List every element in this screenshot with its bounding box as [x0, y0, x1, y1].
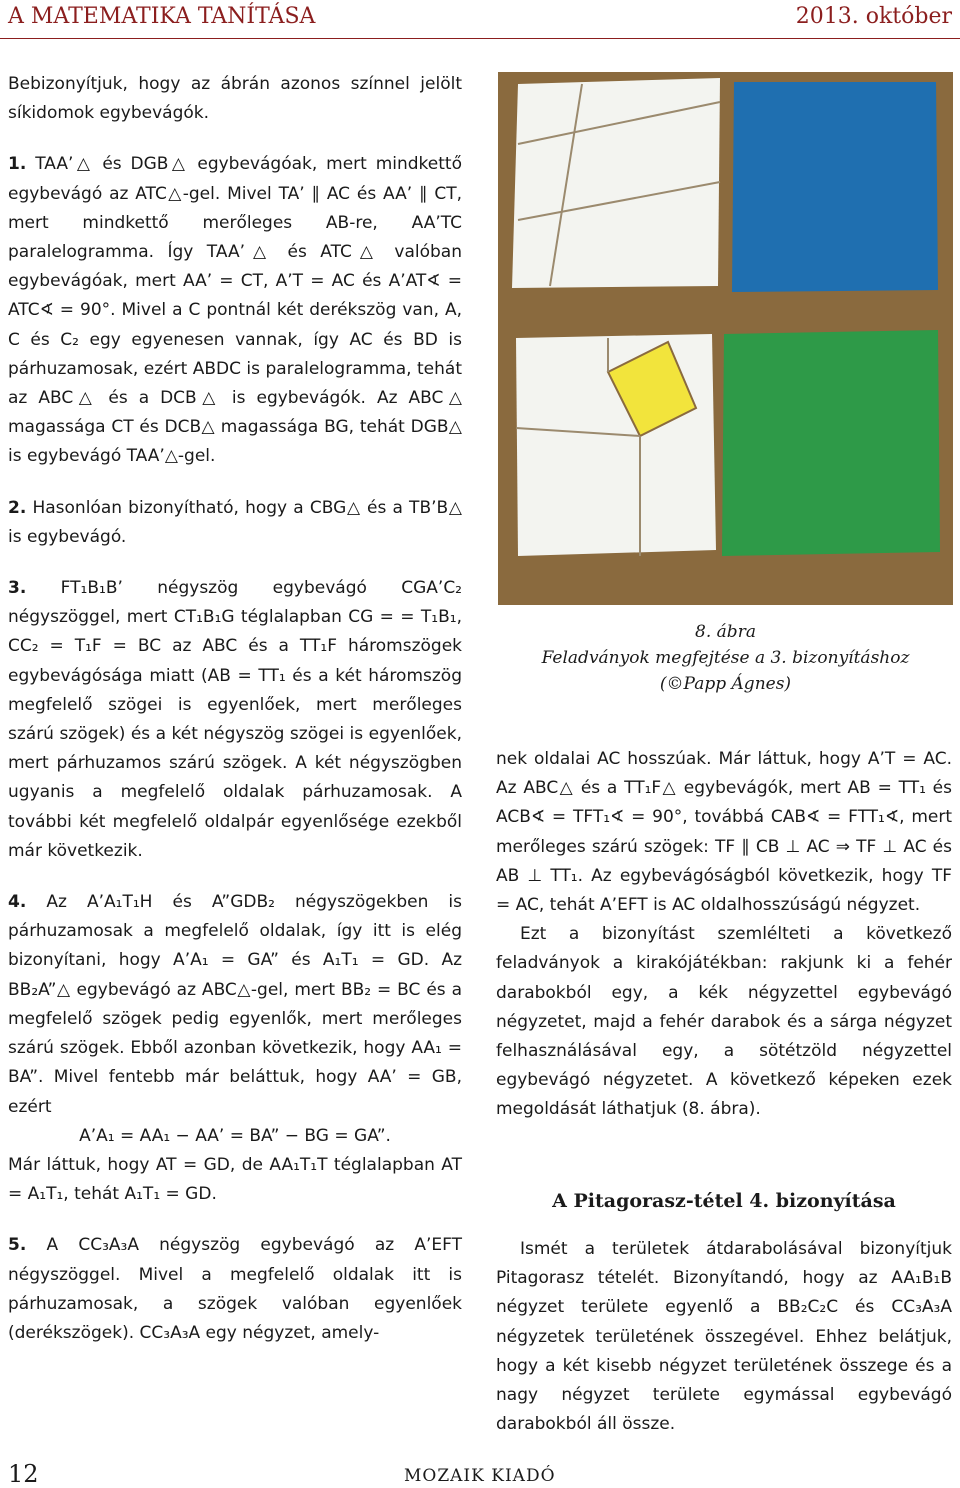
blue-square: [732, 82, 938, 292]
caption-credit: (©Papp Ágnes): [659, 674, 792, 694]
left-column: [8, 70, 462, 1348]
step-number: 1.: [8, 154, 27, 175]
publisher-name: MOZAIK KIADÓ: [404, 1466, 556, 1486]
page-number: 12: [8, 1460, 39, 1488]
section-body: [496, 1235, 952, 1439]
section-heading: A Pitagorasz-tétel 4. bizonyítása: [552, 1190, 896, 1212]
header-rule: [0, 38, 960, 39]
step-3-paragraph: [8, 574, 462, 866]
right-column: [496, 745, 952, 1125]
step-text: TAA’△ és DGB△ egybevágóak, mert mindkettő egybevágó az ATC△-gel. Mivel TA’ ∥ AC és AA’ ∥ CT, mert mindkettő merőleges AB-re, AA’TC paralelogramma. Így TAA’△ és ATC△ valóban egybevágóak, mert AA’ = CT, A’T = AC és A’AT∢ = ATC∢ = 90°. Mivel a C pontnál két derékszög van, A, C és C₂ egy egyenesen vannak, így AC és BD is párhuzamosak, ezért ABDC is paralelogramma, tehát az ABC△ és a DCB△ is egybevágók. Az ABC△ magassága CT és DCB△ magassága BG, tehát DGB△ is egybevágó TAA’△-gel.: [8, 154, 462, 467]
section-paragraph: Ismét a területek átdarabolásával bizonyítjuk Pitagorasz tételét. Bizonyítandó, hogy az AA₁B₁B négyzet területe egyenlő a BB₂C₂C és CC₃A₃A négyzetek területének összegével. Ehhez belátjuk, hogy a két kisebb négyzet területének összege és a nagy négyzet területe egymással egybevágó darabokból áll össze.: [496, 1239, 952, 1435]
caption-text: Feladványok megfejtése a 3. bizonyításhoz: [541, 648, 910, 668]
step-4-paragraph: [8, 888, 462, 1122]
step-number: 3.: [8, 578, 27, 599]
caption-number: 8. ábra: [695, 622, 756, 642]
step-2-paragraph: [8, 494, 462, 552]
step-4-continuation: Már láttuk, hogy AT = GD, de AA₁T₁T téglalapban AT = A₁T₁, tehát A₁T₁ = GD.: [8, 1154, 462, 1205]
puzzle-paragraph: Ezt a bizonyítást szemlélteti a következő feladványok a kirakójátékban: rakjunk ki a fehér darabokból egy, a kék négyzettel egybevágó négyzetet, majd a fehér darabok és a sárga négyzet felhasználásával egy, a sötétzöld négyzettel egybevágó négyzetet. A következő képeken ezek megoldását láthatjuk (8. ábra).: [496, 924, 952, 1120]
step-text: Hasonlóan bizonyítható, hogy a CBG△ és a TB’B△ is egybevágó.: [8, 497, 462, 547]
step-number: 5.: [8, 1235, 27, 1256]
running-header-date: 2013. október: [795, 4, 952, 29]
step-number: 2.: [8, 497, 27, 518]
figure-caption: [498, 619, 953, 697]
step-number: 4.: [8, 892, 27, 913]
green-square: [722, 330, 940, 556]
step-1-paragraph: [8, 150, 462, 471]
puzzle-photo: [498, 72, 953, 605]
continuation-paragraph: nek oldalai AC hosszúak. Már láttuk, hogy A’T = AC. Az ABC△ és a TT₁F△ egybevágók, mert AB = TT₁ és ACB∢ = TFT₁∢ = 90°, továbbá CAB∢ = FTT₁∢, mert merőleges szárú szögek: TF ∥ CB ⊥ AC ⇒ TF ⊥ AC és AB ⊥ TT₁. Az egybevágóságból következik, hogy TF = AC, tehát A’EFT is AC oldalhosszúságú négyzet.: [496, 749, 952, 916]
formula-line: A’A₁ = AA₁ − AA’ = BA” − BG = GA”.: [79, 1125, 391, 1146]
step-5-paragraph: [8, 1231, 462, 1348]
running-header-title: A MATEMATIKA TANÍTÁSA: [8, 4, 316, 29]
intro-paragraph: Bebizonyítjuk, hogy az ábrán azonos színnel jelölt síkidomok egybevágók.: [8, 74, 462, 124]
step-text: A CC₃A₃A négyszög egybevágó az A’EFT négyszöggel. Mivel a megfelelő oldalak itt is párhuzamosak, a szögek valóban egyenlőek (derékszögek). CC₃A₃A egy négyzet, amely-: [8, 1235, 463, 1343]
step-text: Az A’A₁T₁H és A”GDB₂ négyszögekben is párhuzamosak a megfelelő oldalak, így itt is elég bizonyítani, hogy A’A₁ = GA” és A₁T₁ = GD. Az BB₂A”△ egybevágó az ABC△-gel, mert BB₂ = BC és a megfelelő szögek pedig egyenlők, mert merőleges szárú szögek. Ebből azonban következik, hogy AA₁ = BA”. Mivel fentebb már beláttuk, hogy AA’ = GB, ezért: [8, 892, 463, 1117]
step-text: FT₁B₁B’ négyszög egybevágó CGA’C₂ négyszöggel, mert CT₁B₁G téglalapban CG = = T₁B₁, CC₂ = T₁F = BC az ABC és a TT₁F háromszögek egybevágósága miatt (AB = TT₁ és a két háromszög megfelelő szögei is egyenlőek, mert merőleges szárú szögek) és a két négyszög szögei is egyenlőek, mert párhuzamos szárú szögek. A két négyszögben ugyanis a megfelelő oldalak párhuzamosak. A további két megfelelő oldalpár egyenlősége ezekből már következik.: [8, 578, 462, 861]
